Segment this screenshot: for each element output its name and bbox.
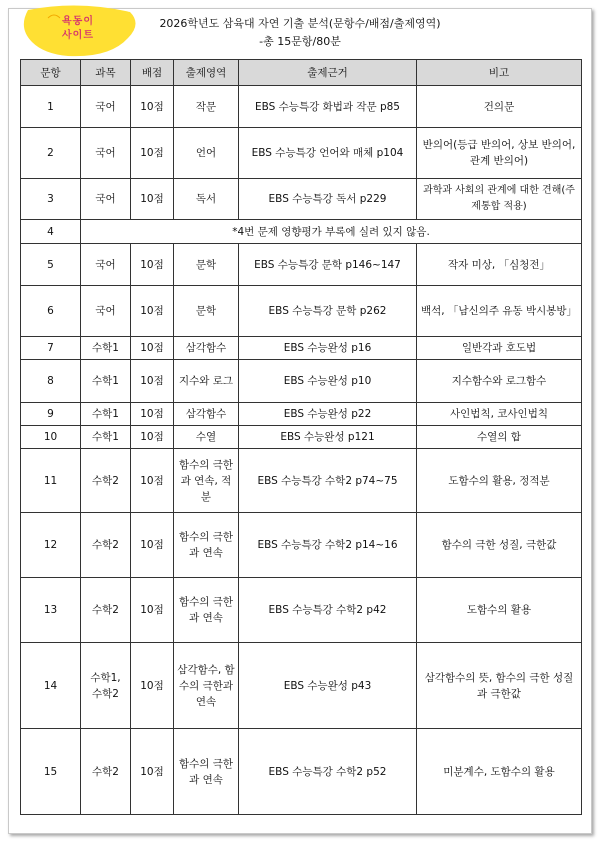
table-row <box>21 449 582 513</box>
column-header-number: 문항 <box>21 60 81 86</box>
cell-subject: 수학2 <box>81 578 131 643</box>
table-row <box>21 578 582 643</box>
cell-subject: 수학1 <box>81 403 131 426</box>
cell-points: 10점 <box>131 244 174 286</box>
cell-source: EBS 수능완성 p121 <box>239 426 417 449</box>
cell-note: 일반각과 호도법 <box>417 337 582 360</box>
cell-number: 9 <box>21 403 81 426</box>
cell-area: 독서 <box>174 179 239 220</box>
cell-source: EBS 수능특강 수학2 p52 <box>239 729 417 815</box>
cell-note: 미분계수, 도함수의 활용 <box>417 729 582 815</box>
cell-area: 함수의 극한과 연속 <box>174 729 239 815</box>
table-row <box>21 403 582 426</box>
cell-note: 과학과 사회의 관계에 대한 견해(주제통합 적용) <box>417 179 582 220</box>
table-row <box>21 337 582 360</box>
cell-number: 14 <box>21 643 81 729</box>
table-row <box>21 729 582 815</box>
cell-subject: 수학2 <box>81 729 131 815</box>
cell-points: 10점 <box>131 337 174 360</box>
column-header-points: 배점 <box>131 60 174 86</box>
cell-area: 문학 <box>174 286 239 337</box>
cell-source: EBS 수능특강 수학2 p14~16 <box>239 513 417 578</box>
cell-points: 10점 <box>131 513 174 578</box>
cell-number: 5 <box>21 244 81 286</box>
cell-source: EBS 수능특강 언어와 매체 p104 <box>239 128 417 179</box>
cell-number: 8 <box>21 360 81 403</box>
cell-points: 10점 <box>131 86 174 128</box>
document-title: 2026학년도 삼육대 자연 기출 분석(문항수/배점/출제영역) <box>159 17 441 30</box>
cell-area: 함수의 극한과 연속 <box>174 578 239 643</box>
cell-note: 건의문 <box>417 86 582 128</box>
table-row <box>21 643 582 729</box>
table-row <box>21 179 582 220</box>
cell-subject: 수학1 <box>81 426 131 449</box>
cell-number: 3 <box>21 179 81 220</box>
cell-note: 함수의 극한 성질, 극한값 <box>417 513 582 578</box>
cell-number: 4 <box>21 220 81 244</box>
analysis-table <box>20 59 582 815</box>
table-row <box>21 86 582 128</box>
cell-source: EBS 수능완성 p43 <box>239 643 417 729</box>
cell-note: 도함수의 활용 <box>417 578 582 643</box>
cell-area: 언어 <box>174 128 239 179</box>
cell-points: 10점 <box>131 729 174 815</box>
cell-merged-note: *4번 문제 영향평가 부록에 실려 있지 않음. <box>81 220 582 244</box>
cell-note: 도함수의 활용, 정적분 <box>417 449 582 513</box>
cell-source: EBS 수능완성 p10 <box>239 360 417 403</box>
cell-note: 백석, 「남신의주 유동 박시봉방」 <box>417 286 582 337</box>
column-header-area: 출제영역 <box>174 60 239 86</box>
cell-source: EBS 수능특강 수학2 p42 <box>239 578 417 643</box>
cell-subject: 국어 <box>81 244 131 286</box>
cell-number: 11 <box>21 449 81 513</box>
table-row <box>21 244 582 286</box>
cell-area: 삼각함수 <box>174 337 239 360</box>
cell-number: 1 <box>21 86 81 128</box>
site-logo <box>18 4 138 62</box>
cell-source: EBS 수능특강 문학 p146~147 <box>239 244 417 286</box>
logo-text-line1: 욕동이 <box>62 16 94 27</box>
cell-points: 10점 <box>131 426 174 449</box>
cell-area: 수열 <box>174 426 239 449</box>
cell-subject: 국어 <box>81 179 131 220</box>
cell-subject: 국어 <box>81 86 131 128</box>
document-subtitle: -총 15문항/80분 <box>259 35 341 48</box>
cell-note: 지수함수와 로그함수 <box>417 360 582 403</box>
cell-subject: 국어 <box>81 286 131 337</box>
table-row <box>21 426 582 449</box>
cell-note: 반의어(등급 반의어, 상보 반의어, 관계 반의어) <box>417 128 582 179</box>
cell-number: 15 <box>21 729 81 815</box>
cell-note: 수열의 합 <box>417 426 582 449</box>
cell-number: 12 <box>21 513 81 578</box>
cell-note: 사인법칙, 코사인법칙 <box>417 403 582 426</box>
cell-points: 10점 <box>131 449 174 513</box>
table-row <box>21 513 582 578</box>
cell-subject: 수학1 <box>81 337 131 360</box>
cell-subject: 수학2 <box>81 513 131 578</box>
cell-note: 작자 미상, 「심청전」 <box>417 244 582 286</box>
cell-subject: 수학2 <box>81 449 131 513</box>
cell-points: 10점 <box>131 360 174 403</box>
cell-note: 삼각함수의 뜻, 함수의 극한 성질과 극한값 <box>417 643 582 729</box>
cell-number: 2 <box>21 128 81 179</box>
cell-points: 10점 <box>131 578 174 643</box>
cell-source: EBS 수능특강 화법과 작문 p85 <box>239 86 417 128</box>
cell-source: EBS 수능특강 수학2 p74~75 <box>239 449 417 513</box>
column-header-note: 비고 <box>417 60 582 86</box>
cell-area: 삼각함수 <box>174 403 239 426</box>
logo-text-line2: 사이트 <box>62 30 94 41</box>
cell-area: 함수의 극한과 연속 <box>174 513 239 578</box>
cell-subject: 수학1, 수학2 <box>81 643 131 729</box>
cell-area: 작문 <box>174 86 239 128</box>
table-row <box>21 128 582 179</box>
cell-source: EBS 수능완성 p22 <box>239 403 417 426</box>
cell-area: 지수와 로그 <box>174 360 239 403</box>
cell-subject: 수학1 <box>81 360 131 403</box>
cell-points: 10점 <box>131 286 174 337</box>
column-header-source: 출제근거 <box>239 60 417 86</box>
cell-source: EBS 수능완성 p16 <box>239 337 417 360</box>
cell-subject: 국어 <box>81 128 131 179</box>
table-row <box>21 220 582 244</box>
column-header-subject: 과목 <box>81 60 131 86</box>
cell-number: 10 <box>21 426 81 449</box>
cell-points: 10점 <box>131 643 174 729</box>
cell-number: 13 <box>21 578 81 643</box>
cell-points: 10점 <box>131 179 174 220</box>
cell-source: EBS 수능특강 독서 p229 <box>239 179 417 220</box>
cell-points: 10점 <box>131 128 174 179</box>
cell-area: 삼각함수, 함수의 극한과 연속 <box>174 643 239 729</box>
table-row <box>21 360 582 403</box>
cell-source: EBS 수능특강 문학 p262 <box>239 286 417 337</box>
table-header-row <box>21 60 582 86</box>
cell-area: 문학 <box>174 244 239 286</box>
cell-number: 7 <box>21 337 81 360</box>
cell-number: 6 <box>21 286 81 337</box>
cell-points: 10점 <box>131 403 174 426</box>
cell-area: 함수의 극한과 연속, 적분 <box>174 449 239 513</box>
table-row <box>21 286 582 337</box>
